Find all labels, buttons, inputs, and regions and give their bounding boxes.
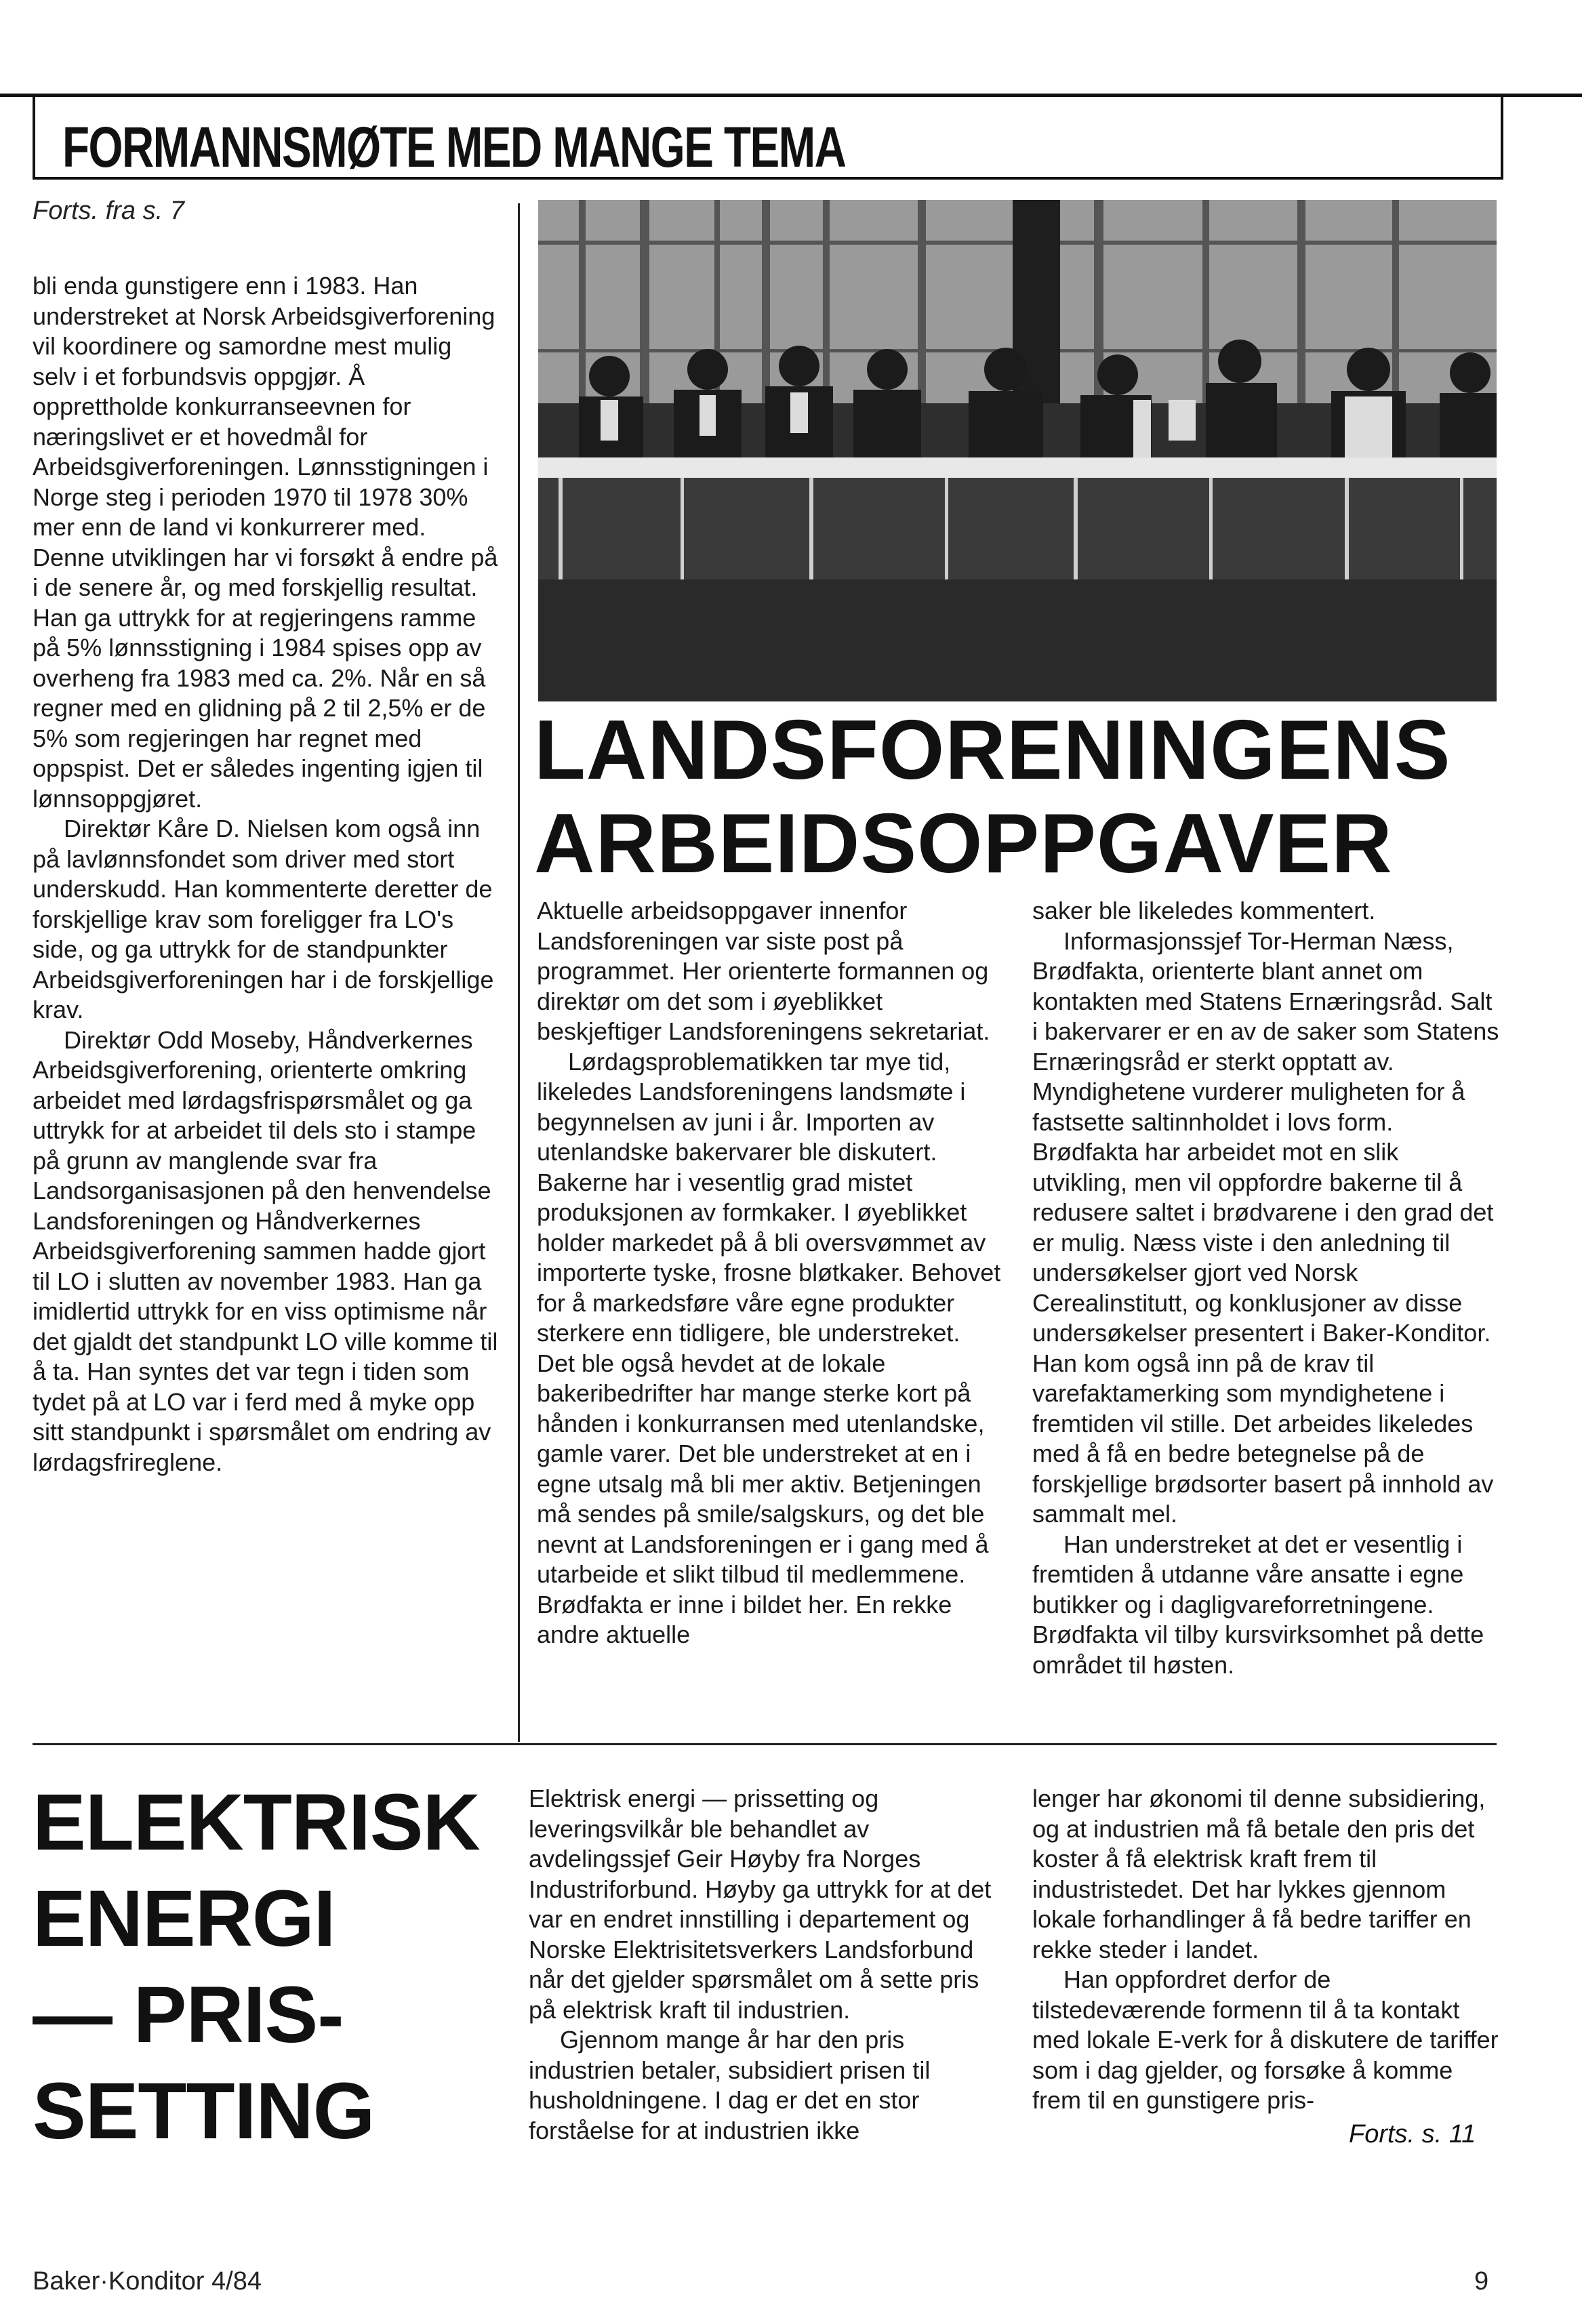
landsforeningen-column-1 bbox=[537, 896, 1005, 1650]
landsforeningen-headline bbox=[534, 704, 1503, 891]
elektrisk-column-2 bbox=[1032, 1784, 1500, 2116]
elektrisk-headline bbox=[33, 1774, 507, 2159]
paragraph: Direktør Odd Moseby, Håndverkernes Arbeidsgiverforening, orienterte omkring arbeidet med lørdagsfrispørsmålet og ga uttrykk for at arbeidet til dels sto i stampe på grunn av manglende svar fra Landsorganisasjonen på den henvendelse Landsforeningen og Håndverkernes Arbeidsgiverforening sammen hadde gjort til LO i slutten av november 1983. Han ga imidlertid uttrykk for en viss optimisme når det gjaldt det standpunkt LO ville komme til å ta. Han syntes det var tegn i tiden som tydet på at LO var i ferd med å myke opp sitt standpunkt i spørsmålet om endring av lørdagsfrireglene. bbox=[33, 1025, 498, 1476]
paragraph: bli enda gunstigere enn i 1983. Han understreket at Norsk Arbeidsgiverforening vil koordinere og samordne mest mulig selv i et forbundsvis oppgjør. Å opprettholde konkurranseevnen for næringslivet er et hovedmål for Arbeidsgiverforeningen. Lønnsstigningen i Norge steg i perioden 1970 til 1978 30% mer enn de land vi konkurrerer med. Denne utviklingen har vi forsøkt å endre på i de senere år, og med forskjellig resultat. Han ga uttrykk for at regjeringens ramme på 5% lønnsstigning i 1984 spises opp av overheng fra 1983 med ca. 2%. Når en så regner med en glidning på 2 til 2,5% er de 5% som regjeringen har regnet med oppspist. Det er således ingenting igjen til lønnsoppgjøret. bbox=[33, 272, 498, 813]
continued-to-note: Forts. s. 11 bbox=[1349, 2120, 1476, 2148]
paragraph: saker ble likeledes kommentert. bbox=[1032, 897, 1376, 924]
publication-footer: Baker·Konditor 4/84 bbox=[33, 2267, 262, 2296]
landsforeningen-headline-line2: ARBEIDSOPPGAVER bbox=[534, 797, 1393, 891]
elektrisk-column-1 bbox=[529, 1784, 996, 2146]
paragraph: Han understreket at det er vesentlig i fremtiden å utdanne våre ansatte i egne butikker og i dagligvareforretningene. Brødfakta vil tilby kursvirksomhet på dette området til høsten. bbox=[1032, 1530, 1484, 1679]
meeting-photo bbox=[538, 200, 1497, 701]
paragraph: Lørdagsproblematikken tar mye tid, likeledes Landsforeningens landsmøte i begynnelsen av juni i år. Importen av utenlandske bakervarer ble diskutert. Bakerne har i vesentlig grad mistet produksjonen av formkaker. I øyeblikket holder markedet på å bli oversvømmet av importerte tyske, frosne bløtkaker. Behovet for å markedsføre våre egne produkter sterkere enn tidligere, ble understreket. Det ble også hevdet at de lokale bakeribedrifter har mange sterke kort på hånden i konkurransen med utenlandske, gamle varer. Det ble understreket at en i egne utsalg må bli mer aktiv. Betjeningen må sendes på smile/salgskurs, og det ble nevnt at Landsforeningen er i gang med å utarbeide et slikt tilbud til medlemmene. Brødfakta er inne i bildet her. En rekke andre aktuelle bbox=[537, 1047, 1001, 1648]
elektrisk-headline-line: SETTING bbox=[33, 2066, 375, 2156]
landsforeningen-column-2 bbox=[1032, 896, 1500, 1680]
elektrisk-headline-line: ENERGI bbox=[33, 1874, 336, 1963]
section-divider bbox=[33, 1743, 1497, 1745]
paragraph: Aktuelle arbeidsoppgaver innenfor Landsforeningen var siste post på programmet. Her orienterte formannen og direktør om det som i øyeblikket beskjeftiger Landsforeningens sekretariat. bbox=[537, 897, 990, 1045]
page-number: 9 bbox=[1474, 2267, 1489, 2296]
paragraph: Han oppfordret derfor de tilstedeværende formenn til å ta kontakt med lokale E-verk for å diskutere de tariffer som i dag gjelder, og forsøke å komme frem til en gunstigere pris- bbox=[1032, 1965, 1499, 2114]
paragraph: Direktør Kåre D. Nielsen kom også inn på lavlønnsfondet som driver med stort underskudd. Han kommenterte deretter de forskjellige krav som foreligger fra LO's side, og ga uttrykk for de standpunkter Arbeidsgiverforeningen har i de forskjellige krav. bbox=[33, 815, 494, 1023]
section-header-box bbox=[33, 97, 1503, 180]
column-divider bbox=[518, 203, 520, 1742]
paragraph: Gjennom mange år har den pris industrien betaler, subsidiert prisen til husholdningene. I dag er det en stor forståelse for at industrien ikke bbox=[529, 2026, 931, 2144]
paragraph: lenger har økonomi til denne subsidiering, og at industrien må få betale den pris det koster å få elektrisk kraft frem til industristedet. Det har lykkes gjennom lokale forhandlinger å få bedre tariffer en rekke steder i landet. bbox=[1032, 1785, 1486, 1963]
left-article-column bbox=[33, 271, 500, 1477]
paragraph: Informasjonssjef Tor-Herman Næss, Brødfakta, orienterte blant annet om kontakten med Statens Ernæringsråd. Salt i bakervarer er en av de saker som Statens Ernæringsråd er sterkt opptatt av. Myndighetene vurderer muligheten for å fastsette saltinnholdet i lovs form. Brødfakta har arbeidet mot en slik utvikling, men vil oppfordre bakerne til å redusere saltet i brødvarene i den grad det er mulig. Næss viste i den anledning til undersøkelser gjort ved Norsk Cerealinstitutt, og konklusjoner av disse undersøkelser presentert i Baker-Konditor. Han kom også inn på de krav til varefaktamerking som myndighetene i fremtiden vil stille. Det arbeides likeledes med å få en bedre betegnelse på de forskjellige brødsorter basert på innhold av sammalt mel. bbox=[1032, 926, 1499, 1528]
section-title: FORMANNSMØTE MED MANGE TEMA bbox=[62, 115, 846, 179]
paragraph: Elektrisk energi — prissetting og leveringsvilkår ble behandlet av avdelingssjef Geir Høyby fra Norges Industriforbund. Høyby ga uttrykk for at det var en endret innstilling i departement og Norske Elektrisitetsverkers Landsforbund når det gjelder spørsmålet om å sette pris på elektrisk kraft til industrien. bbox=[529, 1785, 992, 2024]
continued-from-note: Forts. fra s. 7 bbox=[33, 197, 184, 225]
elektrisk-headline-line: ELEKTRISK bbox=[33, 1778, 480, 1867]
landsforeningen-headline-line1: LANDSFORENINGENS bbox=[534, 704, 1451, 797]
elektrisk-headline-line: — PRIS- bbox=[33, 1970, 344, 2060]
